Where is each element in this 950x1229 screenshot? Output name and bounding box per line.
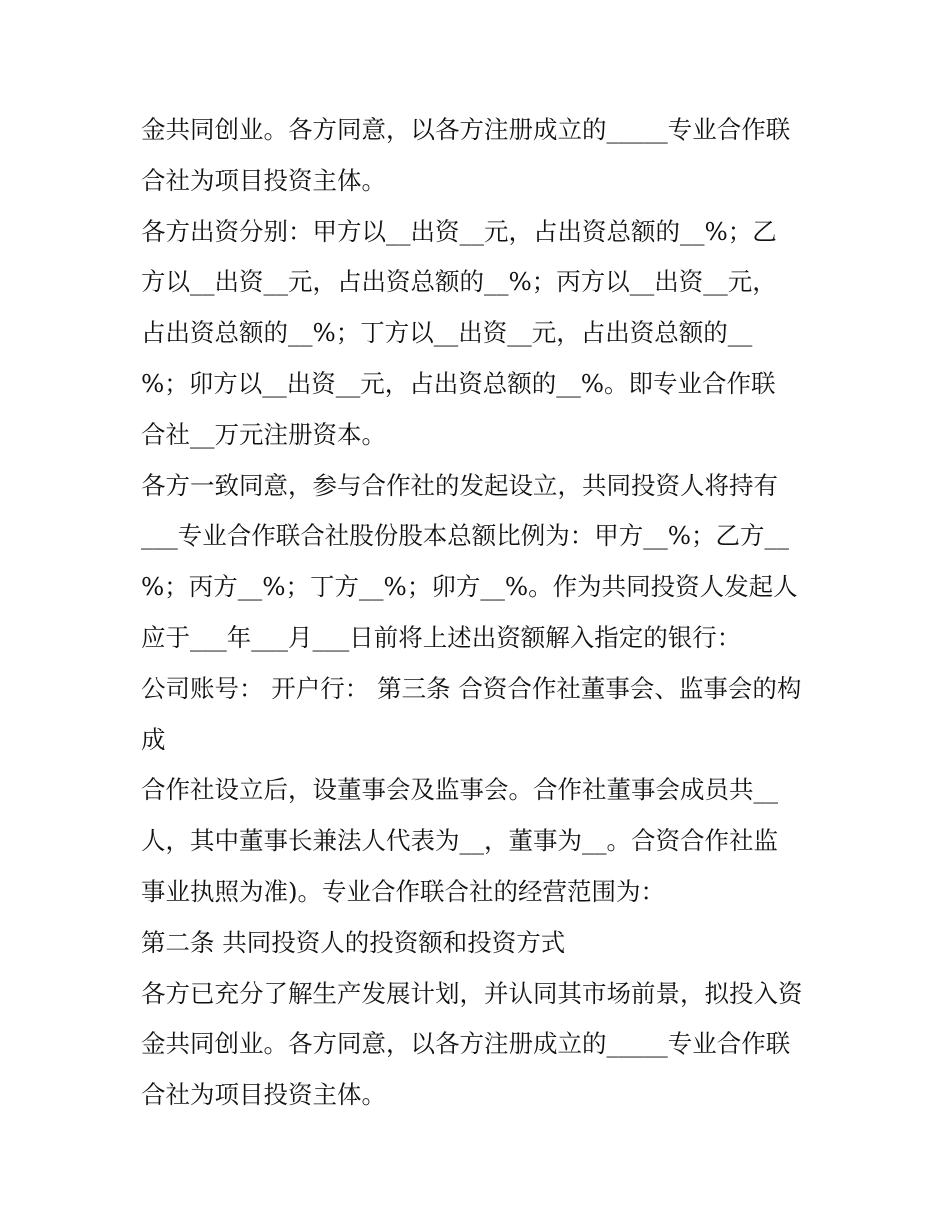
text-line: 成 [141, 725, 166, 754]
text-line: 合社为项目投资主体。 [141, 1080, 386, 1109]
text-line: 合社__万元注册资本。 [141, 420, 386, 449]
text-line: 应于___年___月___日前将上述出资额解入指定的银行： [141, 623, 742, 652]
text-line: %；卯方以__出资__元，占出资总额的__%。即专业合作联 [141, 369, 776, 398]
text-line: 公司账号： 开户行： 第三条 合资合作社董事会、监事会的构 [141, 674, 802, 703]
text-line: 各方一致同意，参与合作社的发起设立，共同投资人将持有 [141, 471, 778, 500]
text-line: 占出资总额的__%；丁方以__出资__元，占出资总额的__ [141, 318, 753, 347]
text-line: 合社为项目投资主体。 [141, 166, 386, 195]
text-line: 各方出资分别：甲方以__出资__元，占出资总额的__%；乙 [141, 217, 777, 246]
text-line: %；丙方__%；丁方__%；卯方__%。作为共同投资人发起人 [141, 572, 798, 601]
text-line: 合作社设立后，设董事会及监事会。合作社董事会成员共__ [141, 775, 778, 804]
text-line: 各方已充分了解生产发展计划，并认同其市场前景，拟投入资 [141, 979, 803, 1008]
text-line: 金共同创业。各方同意，以各方注册成立的_____专业合作联 [141, 115, 791, 144]
text-line: 金共同创业。各方同意，以各方注册成立的_____专业合作联 [141, 1029, 791, 1058]
text-line: 事业执照为准)。专业合作联合社的经营范围为： [141, 877, 666, 906]
text-line: 方以__出资__元，占出资总额的__%；丙方以__出资__元， [141, 267, 777, 296]
text-line: 人，其中董事长兼法人代表为__，董事为__。合资合作社监 [141, 826, 778, 855]
text-line: 第二条 共同投资人的投资额和投资方式 [141, 928, 566, 957]
text-line: ___专业合作联合社股份股本总额比例为：甲方__%；乙方__ [141, 521, 790, 550]
